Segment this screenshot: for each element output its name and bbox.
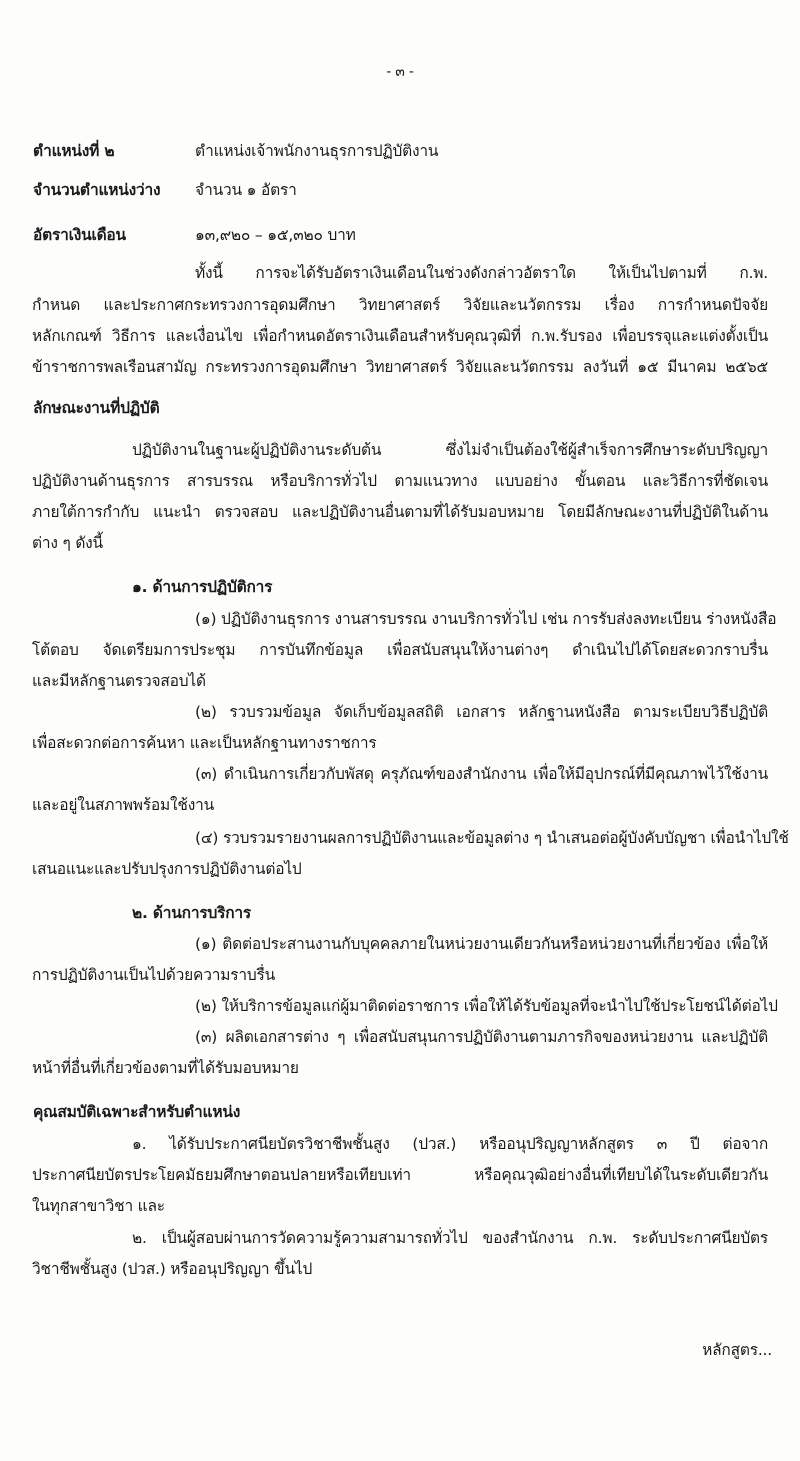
section2-item1-line: (๑) ติดต่อประสานงานกับบุคคลภายในหน่วยงานเดียวกันหรือหน่วยงานที่เกี่ยวข้อง เพื่อให้	[195, 935, 768, 953]
salary-value: ๑๓,๙๒๐ – ๑๕,๓๒๐ บาท	[195, 226, 356, 244]
section1-item4-line: (๔) รวบรวมรายงานผลการปฏิบัติงานและข้อมูลต่าง ๆ นำเสนอต่อผู้บังคับบัญชา เพื่อนำไปใช้	[195, 829, 789, 847]
section2-heading: ๒. ด้านการบริการ	[132, 904, 252, 922]
vacancy-value: จำนวน ๑ อัตรา	[195, 181, 297, 199]
salary-label: อัตราเงินเดือน	[33, 226, 126, 244]
salary-note-line: ข้าราชการพลเรือนสามัญ กระทรวงการอุดมศึกษา วิทยาศาสตร์ วิจัยและนวัตกรรม ลงวันที่ ๑๕ มีนาคม ๒๕๖๕	[32, 358, 768, 376]
section2-item2-line: (๒) ให้บริการข้อมูลแก่ผู้มาติดต่อราชการ เพื่อให้ได้รับข้อมูลที่จะนำไปใช้ประโยชน์ได้ต่อไป	[195, 997, 778, 1015]
duties-intro-line: ต่าง ๆ ดังนี้	[32, 534, 103, 552]
qualification-item1-line: ในทุกสาขาวิชา และ	[32, 1197, 165, 1215]
section1-item1-line: และมีหลักฐานตรวจสอบได้	[32, 672, 206, 690]
section2-item3-line: (๓) ผลิตเอกสารต่าง ๆ เพื่อสนับสนุนการปฏิบัติงานตามภารกิจของหน่วยงาน และปฏิบัติ	[195, 1028, 768, 1046]
section1-heading: ๑. ด้านการปฏิบัติการ	[132, 578, 273, 596]
duties-intro-line: ปฏิบัติงานในฐานะผู้ปฏิบัติงานระดับต้น ซึ่งไม่จำเป็นต้องใช้ผู้สำเร็จการศึกษาระดับปริญญา	[132, 441, 768, 459]
vacancy-label: จำนวนตำแหน่งว่าง	[33, 181, 161, 199]
section1-item3-line: (๓) ดำเนินการเกี่ยวกับพัสดุ ครุภัณฑ์ของสำนักงาน เพื่อให้มีอุปกรณ์ที่มีคุณภาพไว้ใช้งาน	[195, 765, 768, 783]
qualification-item1-line: ประกาศนียบัตรประโยคมัธยมศึกษาตอนปลายหรือเทียบเท่า หรือคุณวุฒิอย่างอื่นที่เทียบได้ในระดับเดียวกัน	[32, 1166, 768, 1184]
salary-note-line: หลักเกณฑ์ วิธีการ และเงื่อนไข เพื่อกำหนดอัตราเงินเดือนสำหรับคุณวุฒิที่ ก.พ.รับรอง เพื่อบรรจุและแต่งตั้งเป็น	[32, 327, 768, 345]
section1-item2-line: (๒) รวบรวมข้อมูล จัดเก็บข้อมูลสถิติ เอกสาร หลักฐานหนังสือ ตามระเบียบวิธีปฏิบัติ	[195, 703, 768, 721]
section1-item1-line: (๑) ปฏิบัติงานธุรการ งานสารบรรณ งานบริการทั่วไป เช่น การรับส่งลงทะเบียน ร่างหนังสือ	[195, 610, 777, 628]
section1-item2-line: เพื่อสะดวกต่อการค้นหา และเป็นหลักฐานทางราชการ	[32, 734, 377, 752]
salary-note-line: กำหนด และประกาศกระทรวงการอุดมศึกษา วิทยาศาสตร์ วิจัยและนวัตกรรม เรื่อง การกำหนดปัจจัย	[32, 296, 768, 314]
duties-intro-line: ภายใต้การกำกับ แนะนำ ตรวจสอบ และปฏิบัติงานอื่นตามที่ได้รับมอบหมาย โดยมีลักษณะงานที่ปฏิบัติในด้าน	[32, 503, 768, 521]
section2-item3-line: หน้าที่อื่นที่เกี่ยวข้องตามที่ได้รับมอบหมาย	[32, 1059, 299, 1077]
salary-note-line: ทั้งนี้ การจะได้รับอัตราเงินเดือนในช่วงดังกล่าวอัตราใด ให้เป็นไปตามที่ ก.พ.	[195, 264, 768, 282]
qualification-item2-line: วิชาชีพชั้นสูง (ปวส.) หรืออนุปริญญา ขึ้นไป	[32, 1260, 313, 1278]
section2-item1-line: การปฏิบัติงานเป็นไปด้วยความราบรื่น	[32, 966, 276, 984]
duties-heading: ลักษณะงานที่ปฏิบัติ	[33, 399, 160, 417]
section1-item1-line: โต้ตอบ จัดเตรียมการประชุม การบันทึกข้อมูล เพื่อสนับสนุนให้งานต่างๆ ดำเนินไปได้โดยสะดวกราบรื่น	[32, 641, 768, 659]
section1-item4-line: เสนอแนะและปรับปรุงการปฏิบัติงานต่อไป	[32, 860, 302, 878]
duties-intro-line: ปฏิบัติงานด้านธุรการ สารบรรณ หรือบริการทั่วไป ตามแนวทาง แบบอย่าง ขั้นตอน และวิธีการที่ชัดเจน	[32, 472, 768, 490]
qualifications-heading: คุณสมบัติเฉพาะสำหรับตำแหน่ง	[33, 1103, 241, 1121]
qualification-item2-line: ๒. เป็นผู้สอบผ่านการวัดความรู้ความสามารถทั่วไป ของสำนักงาน ก.พ. ระดับประกาศนียบัตร	[132, 1229, 768, 1247]
position-title: ตำแหน่งเจ้าพนักงานธุรการปฏิบัติงาน	[195, 142, 439, 160]
position-number-label: ตำแหน่งที่ ๒	[33, 142, 115, 160]
continuation-marker: หลักสูตร...	[702, 1341, 772, 1359]
qualification-item1-line: ๑. ได้รับประกาศนียบัตรวิชาชีพชั้นสูง (ปวส.) หรืออนุปริญญาหลักสูตร ๓ ปี ต่อจาก	[132, 1135, 768, 1153]
page-number: - ๓ -	[386, 64, 414, 80]
section1-item3-line: และอยู่ในสภาพพร้อมใช้งาน	[32, 796, 214, 814]
